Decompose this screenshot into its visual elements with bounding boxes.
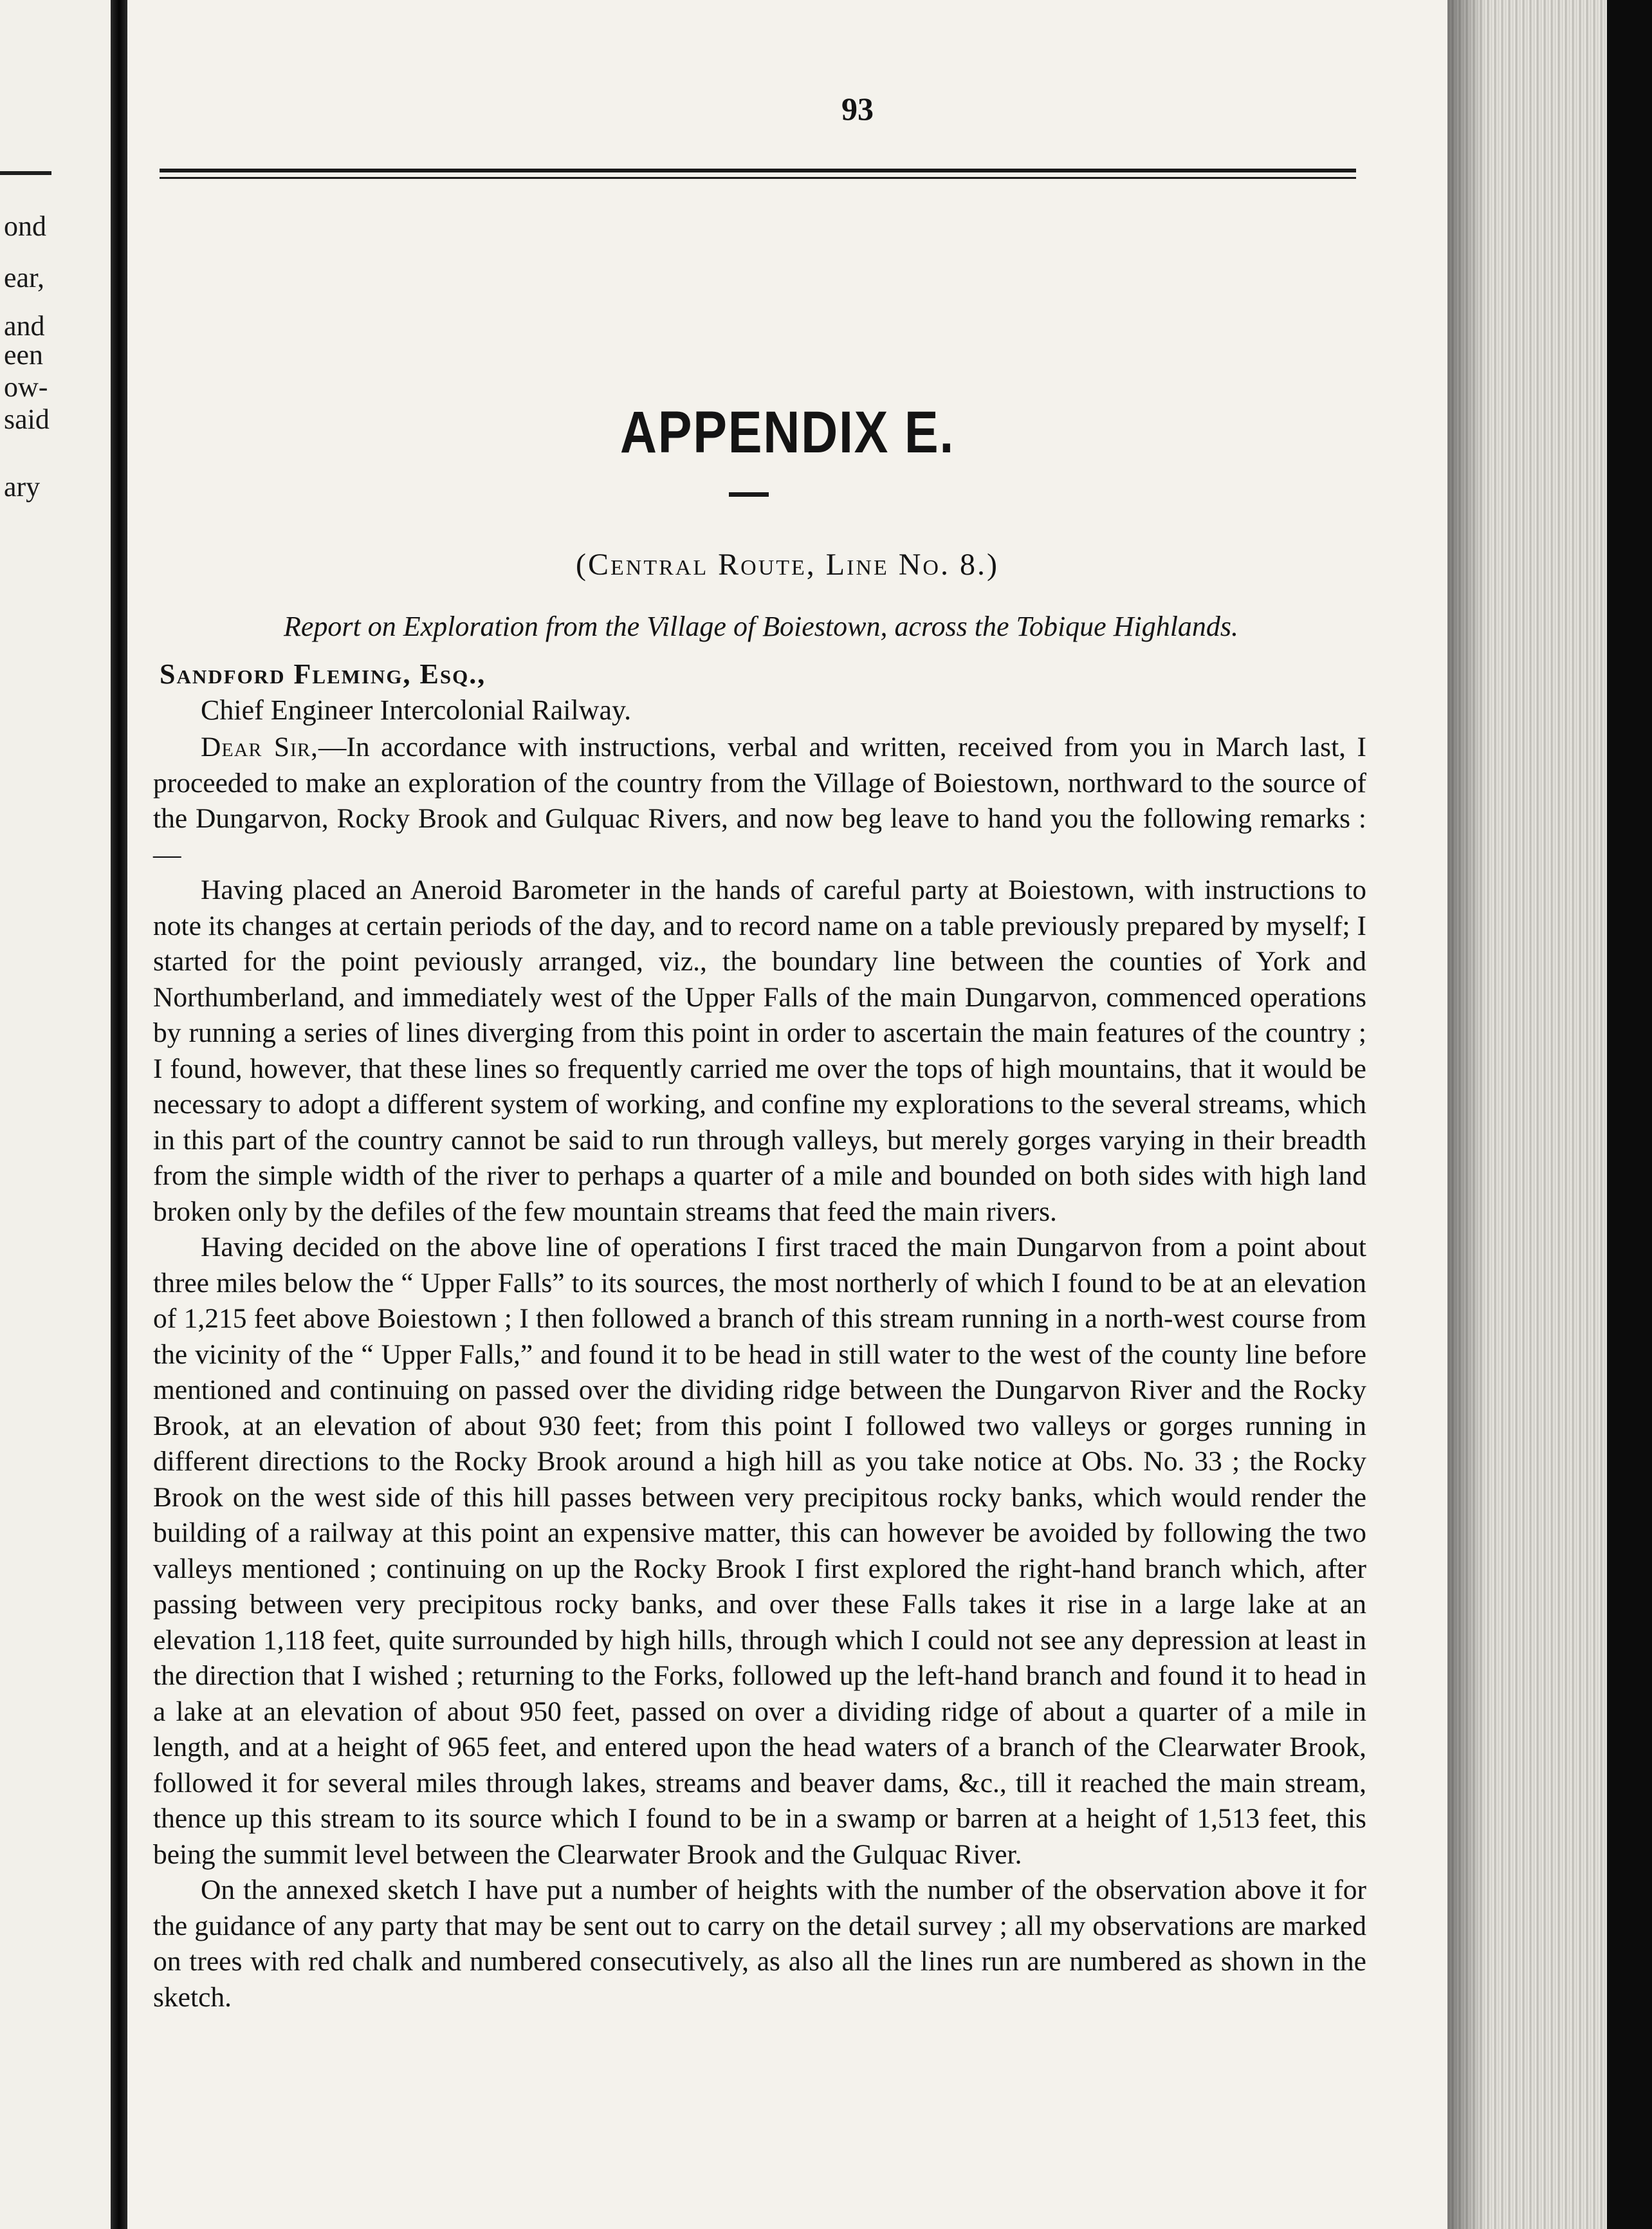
title-separator [729,492,769,497]
addressee-name: Sandford Fleming, Esq., [160,658,486,690]
salutation: Dear Sir, [201,732,318,763]
adjacent-page-fragment: ond [4,210,46,242]
route-subtitle: (Central Route, Line No. 8.) [576,548,999,582]
paragraph [153,730,1366,873]
letter-body [153,730,1366,2015]
adjacent-page-fragment: and [4,310,45,342]
report-title: Report on Exploration from the Village of Boiestown, across the Tobique Highlands. [283,611,1239,642]
document-page [127,0,1447,2229]
paragraph: Having decided on the above line of operations I first traced the main Dungarvon from a point about three miles below the “ Upper Falls” to its sources, the most northerly of which I found to be at an elevation of 1,215 feet above Boiestown ; I then followed a branch of this stream running in a north-west course from the vicinity of the “ Upper Falls,” and found it to be head in still water to the west of the county line before mentioned and continuing on passed over the dividing ridge between the Dungarvon River and the Rocky Brook, at an elevation of about 930 feet; from this point I followed two valleys or gorges running in different directions to the Rocky Brook around a high hill as you take notice at Obs. No. 33 ; the Rocky Brook on the west side of this hill passes between very precipitous rocky banks, which would render the building of a railway at this point an expensive matter, this can however be avoided by following the two valleys mentioned ; continuing on up the Rocky Brook I first explored the right-hand branch which, after passing between very precipitous rocky banks, and over these Falls takes it rise in a large lake at an elevation 1,118 feet, quite surrounded by high hills, through which I could not see any depression at least in the direction that I wished ; returning to the Forks, followed up the left-hand branch and found it to head in a lake at an elevation of about 950 feet, passed on over a dividing ridge of about a quarter of a mile in length, and at a height of 965 feet, and entered upon the head waters of a branch of the Clearwater Brook, followed it for several miles through lakes, streams and beaver dams, &c., till it reached the main stream, thence up this stream to its source which I found to be in a swamp or barren at a height of 1,513 feet, this being the summit level between the Clearwater Brook and the Gulquac River. [153,1232,1366,1870]
page-number: 93 [841,91,874,127]
adjacent-page-fragment: said [4,403,50,435]
adjacent-page-rule [0,171,51,175]
adjacent-page-fragment: een [4,339,44,371]
book-gutter [111,0,127,2229]
adjacent-page-fragment: ary [4,471,41,503]
paragraph: Having placed an Aneroid Barometer in the hands of careful party at Boiestown, with instructions to note its changes at certain periods of the day, and to record name on a table previously prepared by myself; I started for the point peviously arranged, viz., the boundary line between the counties of York and Northumberland, and immediately west of the Upper Falls of the main Dungarvon, commenced operations by running a series of lines diverging from this point in order to ascertain the main features of the country ; I found, however, that these lines so frequently carried me over the tops of high mountains, that it would be necessary to adopt a different system of working, and confine my explorations to the several streams, which in this part of the country cannot be said to run through valleys, but merely gorges varying in their breadth from the simple width of the river to perhaps a quarter of a mile and bounded on both sides with high land broken only by the defiles of the few mountain streams that feed the main rivers. [153,874,1366,1227]
adjacent-page-fragment: ow- [4,371,48,403]
paragraph: On the annexed sketch I have put a number of heights with the number of the observation above it for the guidance of any party that may be sent out to carry on the detail survey ; all my observations are marked on trees with red chalk and numbered consecutively, as also all the lines run are numbered as shown in the sketch. [153,1874,1366,2013]
adjacent-page-fragment: ear, [4,262,44,293]
page-edges [1447,0,1652,2229]
header-rule [160,169,1356,179]
appendix-title: APPENDIX E. [620,400,955,465]
addressee-title: Chief Engineer Intercolonial Railway. [201,694,632,726]
adjacent-page-strip [0,0,111,2229]
paragraph-text: —In accordance with instructions, verbal and written, received from you in March last, I proceeded to make an exploration of the country from the Village of Boiestown, northward to the source of the Dungarvon, Rocky Brook and Gulquac Rivers, and now beg leave to hand you the following remarks :— [153,732,1366,870]
